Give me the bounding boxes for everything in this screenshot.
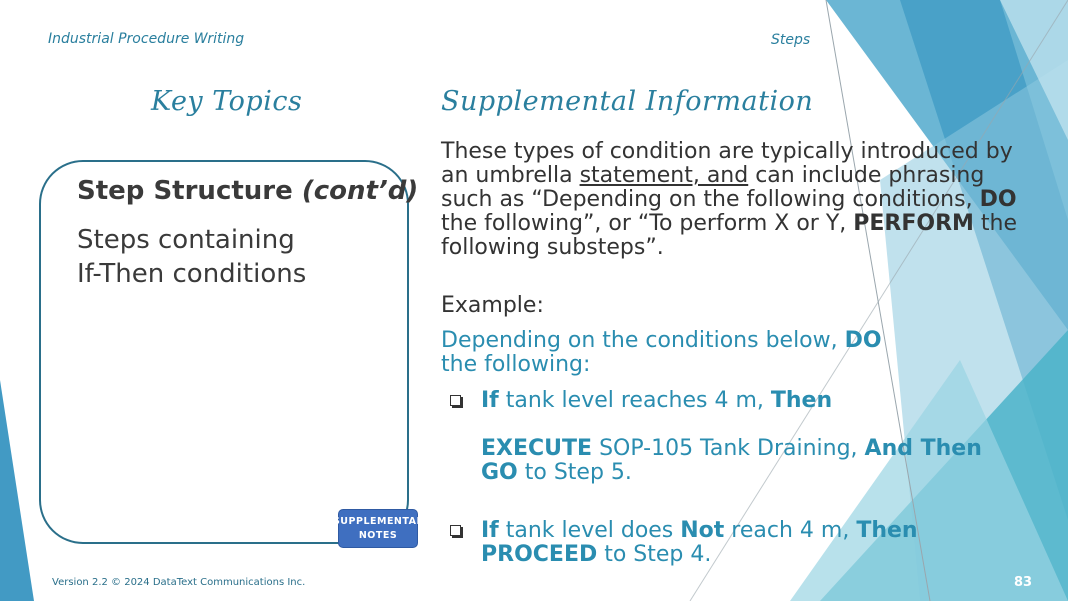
box-body-line-2: If-Then conditions [77, 259, 307, 289]
box-title-suffix: (cont’d) [301, 176, 419, 206]
example-label: Example: [441, 293, 544, 318]
supplemental-info-heading: Supplemental Information [441, 86, 814, 117]
page-number: 83 [1014, 575, 1033, 590]
bullet-2-text: If tank level does Not reach 4 m, Then PROCEED to Step 4. [481, 518, 918, 567]
example-intro: Depending on the conditions below, DO the following: [441, 328, 882, 377]
key-topics-heading: Key Topics [151, 86, 303, 117]
box-body-line-1: Steps containing [77, 225, 295, 255]
footer-version: Version 2.2 © 2024 DataText Communications Inc. [52, 577, 306, 588]
supplemental-paragraph: These types of condition are typically introduced by an umbrella statement, and can include phrasing such as “Depending on the following conditions, DO the following”, or “To perform X or Y, PERFORM the following substeps”. [441, 139, 1018, 260]
bg-shape-left-wedge [0, 380, 34, 601]
checkbox-bullet-icon [450, 525, 461, 536]
bullet-1-text: If tank level reaches 4 m, Then EXECUTE SOP-105 Tank Draining, And Then GO to Step 5. [481, 388, 982, 485]
supp-button-line-1: SUPPLEMENTAL [332, 515, 424, 527]
box-title-text: Step Structure [77, 176, 293, 206]
key-topics-box [39, 160, 409, 544]
section-title: Steps [771, 32, 811, 48]
box-title [77, 176, 418, 206]
course-title: Industrial Procedure Writing [48, 31, 245, 47]
underlined-phrase: statement, and [579, 163, 749, 188]
checkbox-bullet-icon [450, 395, 461, 406]
supp-button-line-2: NOTES [358, 529, 398, 541]
supplemental-notes-button[interactable] [332, 509, 424, 548]
box-body [77, 223, 306, 291]
